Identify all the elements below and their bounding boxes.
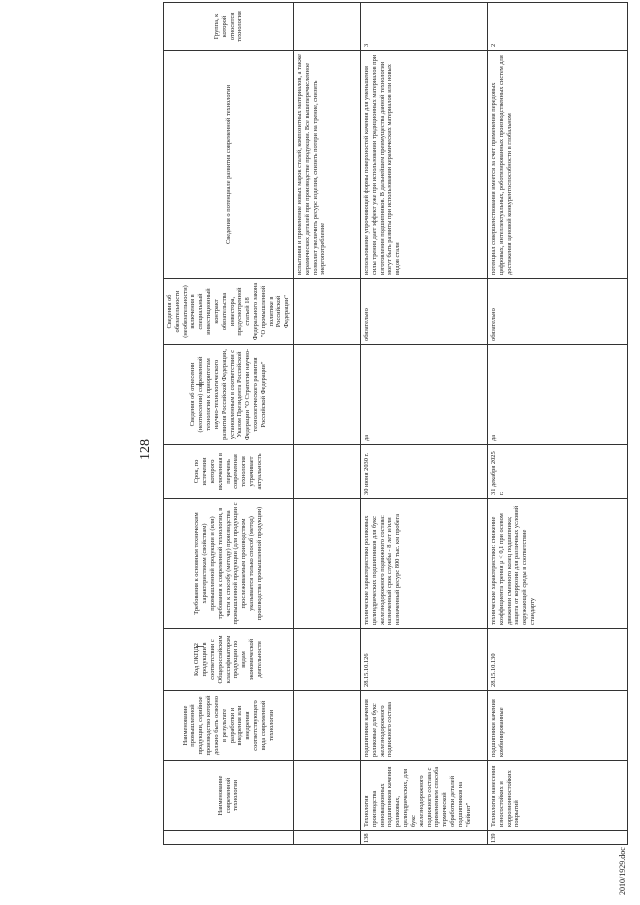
header-product: Наименование промышленной продукции, серийное производство которой должно быть освоено в результате разработки и внедрения или внедрения соответствующего вида современной технологии: [164, 691, 294, 761]
row-obligation: обязательно: [361, 279, 488, 345]
header-tech-name: Наименование современной технологии: [164, 761, 294, 831]
row-number: 139: [488, 831, 628, 845]
header-obligation: Сведения об обязательности (необязательности) включения в специальный инвестиционный контракт обязательства инвестора, предусмотренной статьей 18 Федерального закона "О промышленной политике в Российской Федерации": [164, 279, 294, 345]
header-requirements: Требования к основным техническим характеристикам (свойствам) промышленной продукции и (или) требования к современной технологии, в части к способу (методу) производства промышленной продукции (для продукции с прослеживаемым производством указывается только способ (метод) производства промышленной продукции): [164, 499, 294, 629]
row-okpd: 28.15.10.126: [361, 629, 488, 691]
continuation-potential: испытания и применение новых марок сталей, композитных материалов, а также керамических деталей при производстве продукции. Все вышеперечисленное позволит увеличить ресурс изделия, снизить потери на трение, снизить энергопотребление: [294, 51, 361, 279]
row-requirements: технические характеристики: снижение коэффициента трения μ < 0,1 при осевом движении сменного колец подшипника; защита от коррозии для различных условий окружающей среды в соответствие стандарту: [488, 499, 628, 629]
header-okpd: Код ОКПД2 продукции в соответствии с Общероссийским классификатором продукции по видам экономической деятельности: [164, 629, 294, 691]
row-potential: потенциал совершенствования имеется за счет применения передовых цифровых, интеллектуальных, роботизированных производственных систем для достижения ценовой конкурентоспособности в глобальном: [488, 51, 628, 279]
row-obligation: обязательно: [488, 279, 628, 345]
table-row: [488, 3, 628, 845]
table-row-continuation: [294, 3, 361, 845]
header-term: Срок, по истечении которого включенная в перечень современная технология утрачивает актуальность: [164, 445, 294, 499]
row-tech-name: Технология нанесения износостойких и коррозионностойких покрытий: [488, 761, 628, 831]
row-tech-name: Технология производства инновационных подшипников качения роликовых, цилиндрических, для букс железнодорожного подвижного состава с применением способа термической обработки деталей подшипников на "бейнит": [361, 761, 488, 831]
row-strategy: да: [361, 345, 488, 445]
header-potential: Сведения о потенциале развития современной технологии: [164, 51, 294, 279]
table-header-row: [164, 3, 294, 845]
row-requirements: технические характеристики роликовых цилиндрических подшипников для букс железнодорожного подвижного состава: назначенный срок службы - 8 лет и/или назначенный ресурс 800 тыс. км пробега: [361, 499, 488, 629]
row-product: подшипники качения роликовые для букс железнодорожного подвижного состава: [361, 691, 488, 761]
table-row: [361, 3, 488, 845]
row-term: 30 июня 2030 г.: [361, 445, 488, 499]
header-strategy: Сведения об отнесении (неотнесении) современной технологии к приоритетам научно-технологического развития Российской Федерации, установленным в соответствии с Указом Президента Российской Федерации "О Стратегии научно-технологического развития Российской Федерации": [164, 345, 294, 445]
row-strategy: да: [488, 345, 628, 445]
technology-register-table: [163, 2, 628, 845]
row-number: 138: [361, 831, 488, 845]
row-product: подшипники качения комбинированные: [488, 691, 628, 761]
header-num: [164, 831, 294, 845]
row-group: 2: [488, 3, 628, 51]
document-code-footer: 2010/1929.doc: [618, 847, 627, 895]
row-potential: использование упрочняющей формы поверхностей качения для уменьшения силы трения дает эффект уже при использовании традиционных материалов при изготовлении подшипников. В дальнейшем преимущества данной технологии могут быть развиты при использовании керамических материалов или новых видов стали: [361, 51, 488, 279]
page-number: 128: [138, 439, 153, 460]
row-group: 3: [361, 3, 488, 51]
row-term: 31 декабря 2025 г.: [488, 445, 628, 499]
row-okpd: 28.15.10.130: [488, 629, 628, 691]
header-group: Группа, к которой относится технология: [164, 3, 294, 51]
